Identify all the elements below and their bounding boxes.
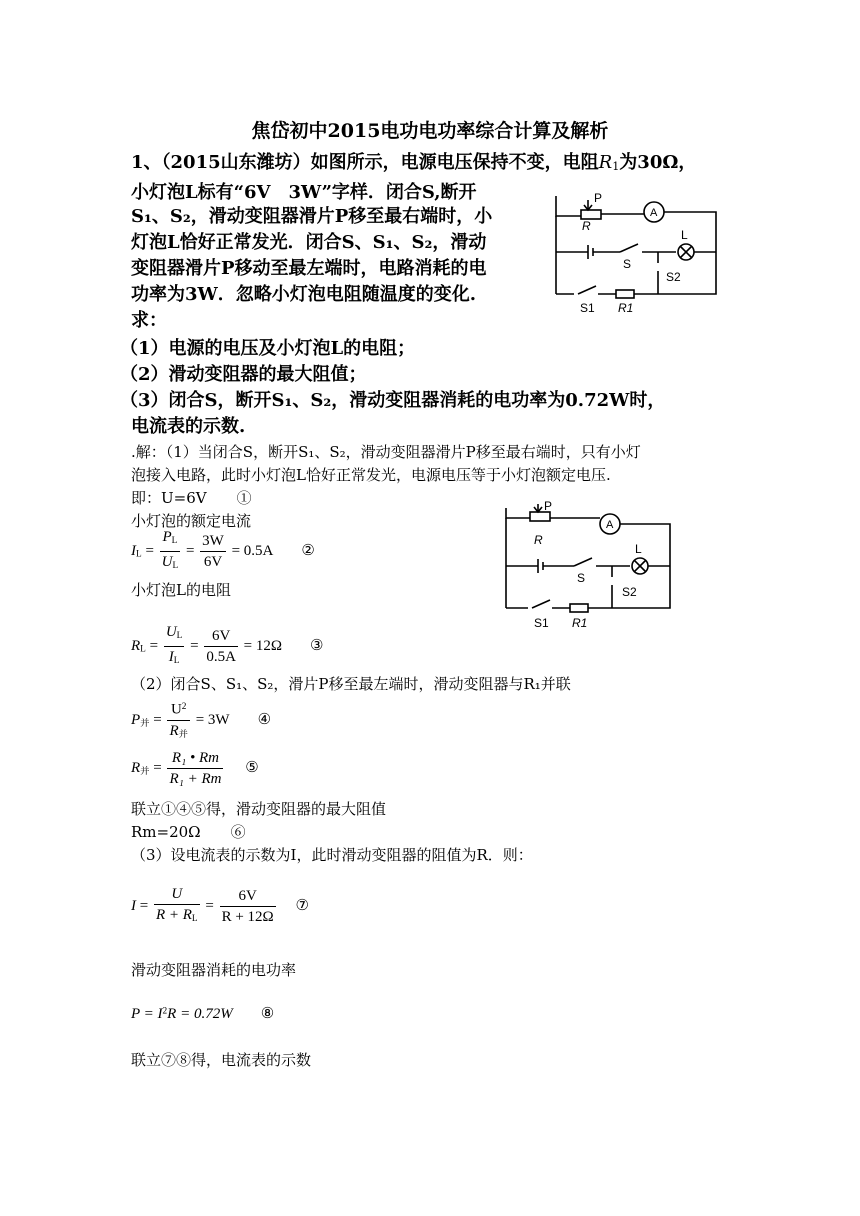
problem-line-1b: 为30Ω， xyxy=(619,152,697,173)
f3-lhs-sub: L xyxy=(140,644,146,655)
f7-den1: R + R xyxy=(155,907,192,923)
question-2: （2）滑动变阻器的最大阻值； xyxy=(120,364,367,385)
circuit1-label-a: A xyxy=(650,207,658,219)
r1-sub: 1 xyxy=(612,160,620,174)
f7-den1-sub: L xyxy=(191,913,198,924)
formula-8 xyxy=(131,1004,274,1023)
f5-lhs-sub: 并 xyxy=(140,766,150,777)
problem-line-3: S₁、S₂，滑动变阻器滑片P移至最右端时，小 xyxy=(131,206,493,227)
f3-den1: I xyxy=(168,648,174,665)
formula-4: $P_并$ = $\frac{U^2}{R_并}$ = 3W ④ xyxy=(131,697,271,745)
f2-num1-sub: L xyxy=(171,535,178,546)
solution-line-3: 即：U=6V ① xyxy=(131,489,252,507)
f5-mark: ⑤ xyxy=(245,759,259,776)
solution-line-11: 联立⑦⑧得，电流表的示数 xyxy=(131,1051,312,1069)
circuit-diagram-2 xyxy=(498,500,678,635)
solution-line-5: 小灯泡L的电阻 xyxy=(131,581,231,599)
solution-line-6: （2）闭合S、S₁、S₂，滑片P移至最左端时，滑动变阻器与R₁并联 xyxy=(131,675,571,693)
circuit1-label-s2: S2 xyxy=(666,270,681,284)
f4-den: R xyxy=(169,722,179,739)
f4-num-sup: 2 xyxy=(181,702,187,712)
problem-line-1a: 1、（2015山东潍坊）如图所示，电源电压保持不变，电阻 xyxy=(131,152,599,173)
f4-mark: ④ xyxy=(257,712,272,729)
f7-lhs: I xyxy=(131,897,136,914)
f3-mark: ③ xyxy=(310,637,324,654)
formula-5: $R_并$ = $\frac{\text{R₁ • Rm}}{\text{R₁ + Rm}}$ ⑤ xyxy=(131,750,259,787)
f7-den2: R + 12Ω xyxy=(221,908,274,925)
formula-3: $R_L$ = $\frac{U_L}{I_L}$ = $\frac{6V}{0.5A}$ = 12Ω ③ xyxy=(131,624,324,666)
f3-num2: 6V xyxy=(204,626,238,647)
problem-line-4: 灯泡L恰好正常发光．闭合S、S₁、S₂，滑动 xyxy=(131,232,487,253)
f3-num1-sub: L xyxy=(176,630,183,641)
circuit2-label-s2: S2 xyxy=(622,585,637,599)
circuit1-label-r: R xyxy=(582,219,591,233)
f5-lhs: R xyxy=(131,759,141,776)
f4-lhs: P xyxy=(131,712,141,729)
f7-num2: 6V xyxy=(220,886,276,907)
f5-den: R₁ + Rm xyxy=(169,771,222,787)
solution-line-9: （3）设电流表的示数为I，此时滑动变阻器的阻值为R．则： xyxy=(131,846,533,864)
circuit1-label-r1: R1 xyxy=(618,301,634,315)
solution-line-10: 滑动变阻器消耗的电功率 xyxy=(131,961,297,979)
f2-mark: ② xyxy=(301,542,315,559)
solution-line-4: 小灯泡的额定电流 xyxy=(131,512,252,530)
f4-num: U xyxy=(170,701,182,718)
formula-7: I = $\frac{U}{R + R_L}$ = $\frac{6V}{R + 12\Omega}$ ⑦ xyxy=(131,886,309,925)
circuit2-label-p: P xyxy=(544,500,553,513)
f4-lhs-sub: 并 xyxy=(140,719,150,730)
r1-symbol: R xyxy=(598,152,613,173)
f8-mark: ⑧ xyxy=(260,1006,275,1022)
solution-line-1: .解：（1）当闭合S，断开S₁、S₂，滑动变阻器滑片P移至最右端时，只有小灯 xyxy=(131,443,641,461)
formula-2: $I_L$ = $\frac{P_L}{U_L}$ = $\frac{3W}{6V}$ = 0.5A ② xyxy=(131,529,315,571)
problem-line-2: 小灯泡L标有“6V 3W”字样．闭合S,断开 xyxy=(131,182,477,203)
circuit1-label-s: S xyxy=(623,257,632,271)
circuit2-label-a: A xyxy=(606,519,614,531)
problem-line-5: 变阻器滑片P移动至最左端时，电路消耗的电 xyxy=(131,258,487,279)
circuit1-label-l: L xyxy=(681,228,688,242)
f8-sup: 2 xyxy=(162,1006,168,1017)
f4-den-sub: 并 xyxy=(178,729,188,740)
f4-result: 3W xyxy=(207,712,230,729)
f2-den1: U xyxy=(161,553,173,570)
f2-den2: 6V xyxy=(203,553,223,570)
circuit1-label-p: P xyxy=(594,191,603,205)
f3-num1: U xyxy=(165,624,177,640)
f7-mark: ⑦ xyxy=(295,897,309,914)
problem-line-7: 求： xyxy=(131,310,167,331)
f2-num2: 3W xyxy=(200,531,226,552)
solution-line-2: 泡接入电路，此时小灯泡L恰好正常发光，电源电压等于小灯泡额定电压. xyxy=(131,466,611,484)
circuit2-label-s: S xyxy=(577,571,586,585)
solution-line-7: 联立①④⑤得，滑动变阻器的最大阻值 xyxy=(131,800,387,818)
f2-den1-sub: L xyxy=(172,560,179,571)
f8-text: P = I xyxy=(131,1006,163,1022)
solution-line-8: Rm=20Ω ⑥ xyxy=(131,823,246,841)
f2-num1: P xyxy=(162,529,172,545)
f3-den1-sub: L xyxy=(173,655,180,666)
circuit2-label-r1: R1 xyxy=(572,616,588,630)
f2-lhs: I xyxy=(131,542,136,559)
circuit1-label-s1: S1 xyxy=(580,301,595,315)
document-title: 焦岱初中2015电功电功率综合计算及解析 xyxy=(251,120,609,142)
f3-den2: 0.5A xyxy=(206,648,236,665)
f3-lhs: R xyxy=(131,637,141,654)
f2-result: 0.5A xyxy=(243,542,274,559)
f5-num: R₁ • Rm xyxy=(167,748,223,769)
circuit2-label-l: L xyxy=(635,542,642,556)
circuit2-label-s1: S1 xyxy=(534,616,549,630)
f3-result: 12Ω xyxy=(255,637,283,654)
f2-lhs-sub: L xyxy=(136,549,142,560)
question-3b: 电流表的示数. xyxy=(131,416,246,437)
f8-rest: R = 0.72W xyxy=(167,1006,233,1022)
f7-num1: U xyxy=(154,884,200,905)
question-1: （1）电源的电压及小灯泡L的电阻； xyxy=(120,338,416,359)
circuit-diagram-1 xyxy=(546,186,726,316)
circuit2-label-r: R xyxy=(534,533,543,547)
problem-line-6: 功率为3W．忽略小灯泡电阻随温度的变化. xyxy=(131,284,477,305)
question-3a: （3）闭合S，断开S₁、S₂，滑动变阻器消耗的电功率为0.72W时， xyxy=(120,390,666,411)
